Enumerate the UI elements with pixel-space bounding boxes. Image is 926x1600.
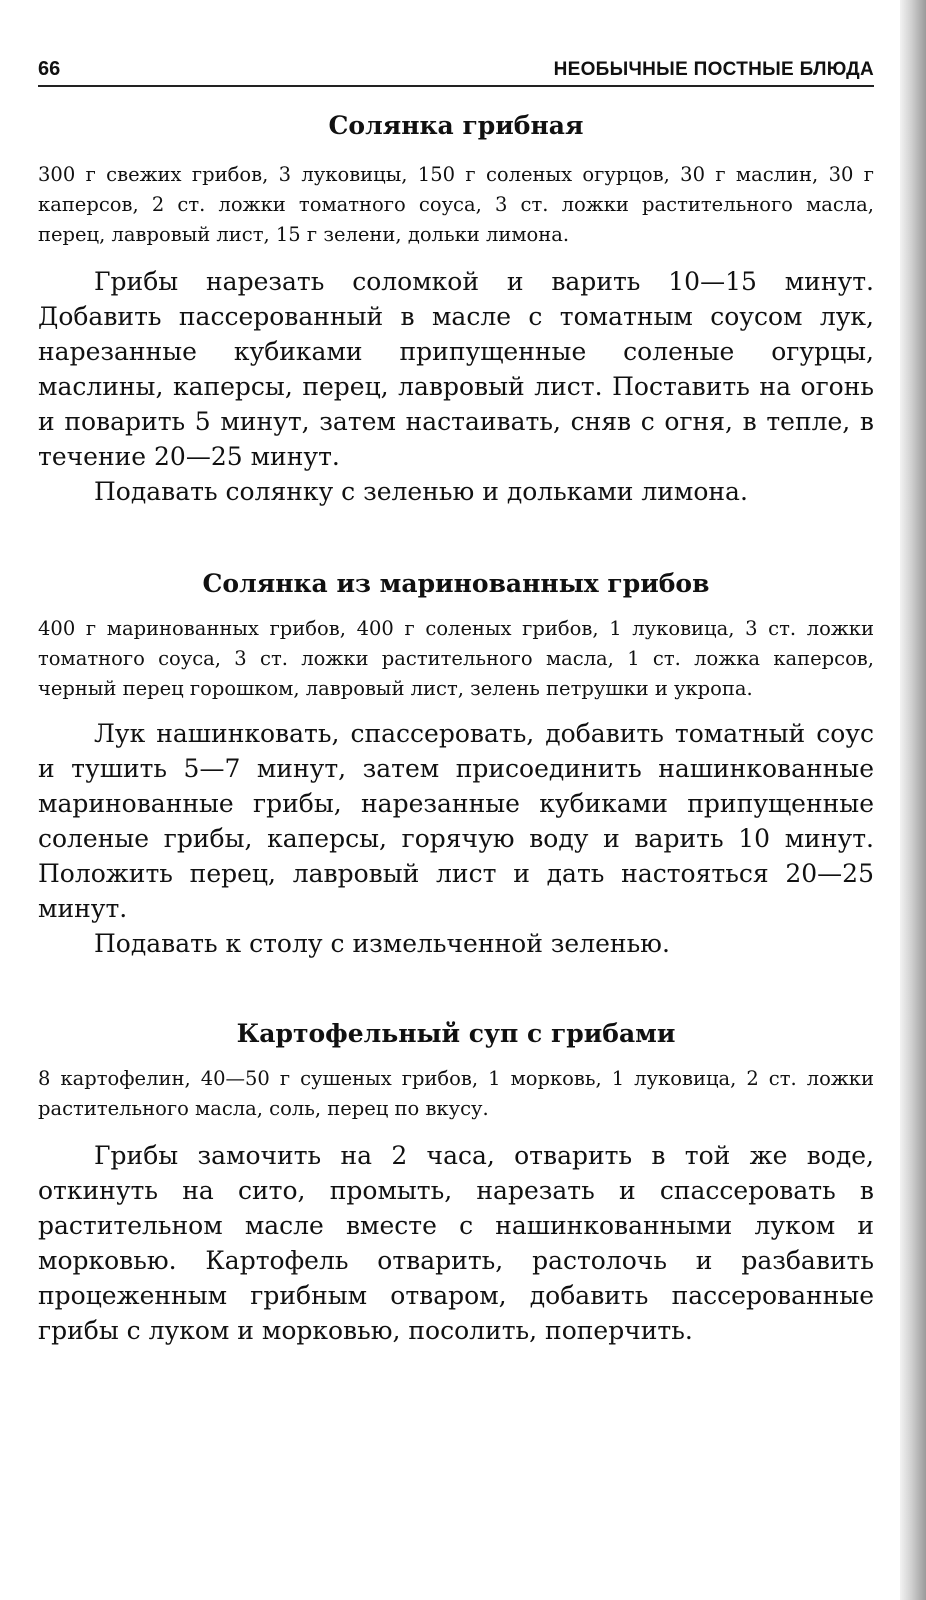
recipe-ingredients: 300 г свежих грибов, 3 луковицы, 150 г соленых огурцов, 30 г маслин, 30 г каперсов, 2 ст. ложки томатного соуса, 3 ст. ложки растительного масла, перец, лавровый лист, 15 г зелени, дольки лимона.	[38, 163, 874, 246]
book-page	[38, 58, 874, 1348]
method-paragraph: Лук нашинковать, спассеровать, добавить томатный соус и тушить 5—7 минут, затем присоединить нашинкованные маринованные грибы, нарезанные кубиками припущенные соленые грибы, каперсы, горячую воду и варить 10 минут. Положить перец, лавровый лист и дать настояться 20—25 минут.	[38, 719, 874, 923]
recipe-method	[38, 1138, 874, 1348]
recipe-title: Картофельный суп с грибами	[236, 1019, 676, 1048]
recipe-pickled-mushroom-solyanka	[38, 569, 874, 961]
recipe-potato-mushroom-soup	[38, 1019, 874, 1348]
page-number: 66	[38, 58, 61, 80]
method-paragraph: Подавать солянку с зеленью и дольками лимона.	[94, 477, 748, 506]
recipe-ingredients: 400 г маринованных грибов, 400 г соленых грибов, 1 луковица, 3 ст. ложки томатного соуса, 3 ст. ложки растительного масла, 1 ст. ложка каперсов, черный перец горошком, лавровый лист, зелень петрушки и укропа.	[38, 617, 874, 700]
page-header	[38, 58, 874, 87]
recipe-mushroom-solyanka	[38, 111, 874, 509]
book-spine-shadow	[900, 0, 926, 1600]
recipe-method	[38, 264, 874, 509]
running-head: НЕОБЫЧНЫЕ ПОСТНЫЕ БЛЮДА	[553, 59, 874, 80]
recipe-title: Солянка грибная	[328, 111, 584, 140]
method-paragraph: Грибы нарезать соломкой и варить 10—15 минут. Добавить пассерованный в масле с томатным соусом лук, нарезанные кубиками припущенные соленые огурцы, маслины, каперсы, перец, лавровый лист. Поставить на огонь и поварить 5 минут, затем настаивать, сняв с огня, в тепле, в течение 20—25 минут.	[38, 267, 874, 471]
method-paragraph: Грибы замочить на 2 часа, отварить в той же воде, откинуть на сито, промыть, нарезать и спассеровать в растительном масле вместе с нашинкованными луком и морковью. Картофель отварить, растолочь и разбавить процеженным грибным отваром, добавить пассерованные грибы с луком и морковью, посолить, поперчить.	[38, 1141, 874, 1345]
recipe-title: Солянка из маринованных грибов	[202, 569, 710, 598]
method-paragraph: Подавать к столу с измельченной зеленью.	[94, 929, 670, 958]
recipe-method	[38, 716, 874, 961]
recipe-ingredients: 8 картофелин, 40—50 г сушеных грибов, 1 морковь, 1 луковица, 2 ст. ложки растительного масла, соль, перец по вкусу.	[38, 1067, 874, 1120]
